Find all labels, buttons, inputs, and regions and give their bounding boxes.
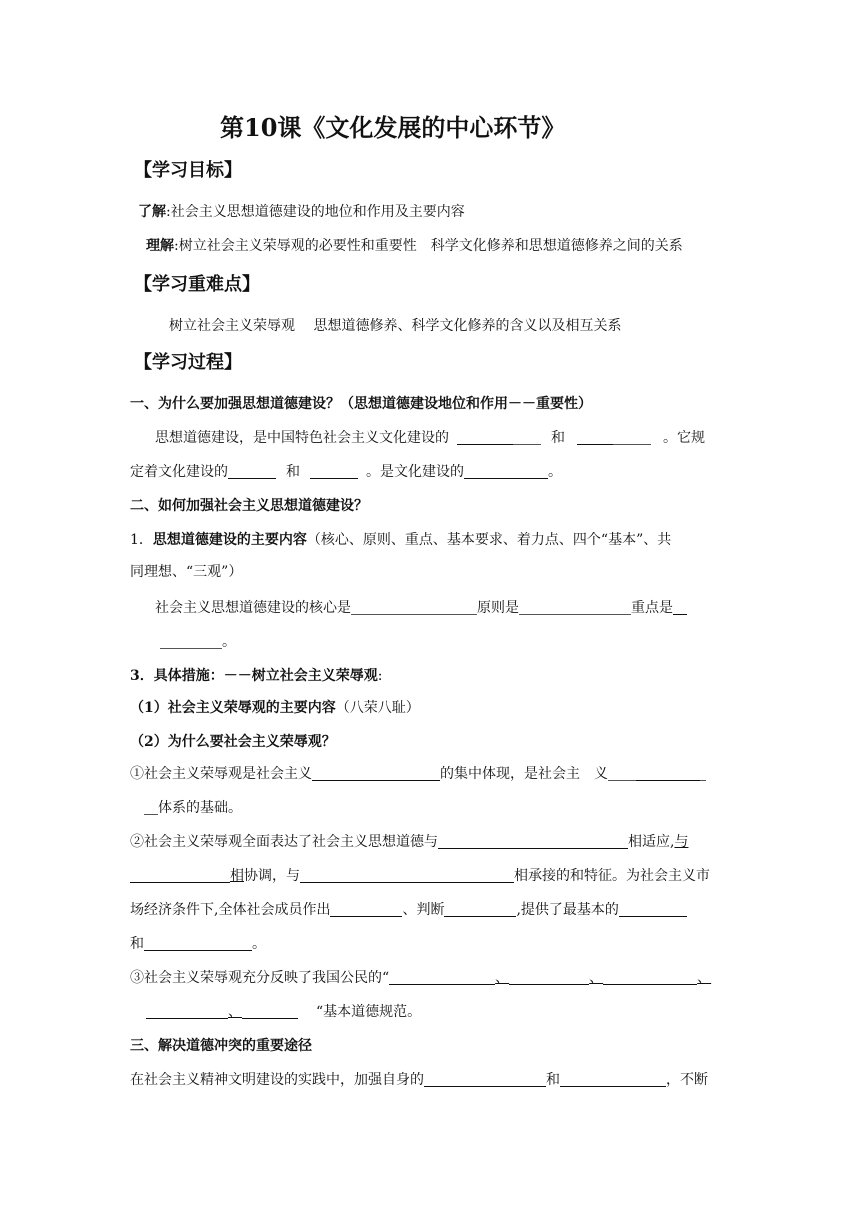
fill-blank[interactable] — [130, 866, 230, 883]
fill-blank[interactable] — [509, 968, 589, 985]
fill-blank[interactable] — [146, 1002, 228, 1019]
fill-blank[interactable] — [619, 900, 687, 917]
fill-blank[interactable] — [608, 764, 636, 781]
section-2-item-1: 1．思想道德建设的主要内容（核心、原则、重点、基本要求、着力点、四个“基本”、共 — [130, 532, 672, 548]
fill-blank[interactable] — [310, 462, 358, 479]
reason-2-line-4: 和 。 — [130, 936, 266, 952]
section-1-para-line-1: 思想道德建设，是中国特色社会主义文化建设的 和 。它规 — [155, 430, 705, 446]
fill-blank[interactable] — [424, 1070, 546, 1087]
section-4-line-1: 在社会主义精神文明建设的实践中，加强自身的 和 ，不断 — [130, 1072, 708, 1088]
fill-blank[interactable] — [351, 598, 477, 615]
goal-understand-label: 了解 — [138, 204, 166, 220]
fill-blank[interactable] — [673, 598, 687, 615]
page-title: 第10课《文化发展的中心环节》 — [220, 113, 566, 142]
fill-blank[interactable] — [144, 934, 252, 951]
fill-blank[interactable] — [312, 764, 440, 781]
fill-blank[interactable] — [160, 632, 222, 649]
reason-1-line-2: 体系的基础。 — [144, 798, 242, 818]
reason-3-line-2: 、 “基本道德规范。 — [146, 1002, 421, 1022]
goal-comprehend-label: 理解 — [146, 238, 174, 254]
fill-blank[interactable] — [603, 968, 697, 985]
fill-blank[interactable] — [513, 428, 541, 445]
reason-2-line-3: 场经济条件下,全体社会成员作出 、判断 ,提供了最基本的 — [130, 900, 687, 920]
section-3-title: 3．具体措施：－－树立社会主义荣辱观: — [130, 668, 383, 684]
reason-2-line-1: ②社会主义荣辱观全面表达了社会主义思想道德与 相适应,与 — [130, 834, 689, 850]
section-2-title: 二、如何加强社会主义思想道德建设？ — [130, 498, 368, 514]
section-3-q1: （1）社会主义荣辱观的主要内容（八荣八耻） — [130, 700, 420, 716]
key-points-text: 树立社会主义荣辱观 思想道德修养、科学文化修养的含义以及相互关系 — [169, 318, 622, 334]
fill-blank[interactable] — [330, 900, 402, 917]
section-1-para-line-2: 定着文化建设的 和 。是文化建设的 。 — [130, 464, 562, 480]
reason-2-line-2: 相协调，与 相承接的和特征。为社会主义市 — [130, 866, 710, 886]
fill-blank[interactable] — [144, 798, 158, 815]
fill-blank[interactable] — [242, 1002, 298, 1019]
fill-blank[interactable] — [613, 428, 651, 445]
section-2-core-line: 社会主义思想道德建设的核心是 原则是 重点是 — [155, 598, 687, 618]
reason-1-line-1: ①社会主义荣辱观是社会主义 的集中体现，是社会主 义 — [130, 764, 706, 784]
fill-blank[interactable] — [700, 764, 706, 781]
fill-blank[interactable] — [560, 1070, 666, 1087]
goal-understand-text: :社会主义思想道德建设的地位和作用及主要内容 — [166, 204, 465, 220]
section-4-title: 三、解决道德冲突的重要途径 — [130, 1038, 312, 1054]
fill-blank[interactable] — [444, 900, 516, 917]
goal-comprehend-text: :树立社会主义荣辱观的必要性和重要性 科学文化修养和思想道德修养之间的关系 — [174, 238, 683, 254]
key-points-heading: 【学习重难点】 — [134, 274, 260, 295]
fill-blank[interactable] — [457, 428, 513, 445]
process-heading: 【学习过程】 — [134, 352, 242, 373]
section-3-q2: （2）为什么要社会主义荣辱观？ — [130, 734, 336, 750]
goal-understand — [138, 202, 465, 222]
fill-blank[interactable] — [389, 968, 495, 985]
fill-blank[interactable] — [519, 598, 631, 615]
fill-blank[interactable] — [577, 428, 613, 445]
goal-comprehend — [146, 236, 683, 256]
goals-heading: 【学习目标】 — [134, 160, 242, 181]
fill-blank[interactable] — [228, 462, 276, 479]
fill-blank[interactable] — [300, 866, 514, 883]
fill-blank[interactable] — [636, 764, 700, 781]
fill-blank[interactable] — [438, 832, 628, 849]
section-1-title: 一、为什么要加强思想道德建设？（思想道德建设地位和作用－－重要性） — [130, 396, 592, 412]
section-2-core-line-cont: 。 — [160, 632, 236, 652]
fill-blank[interactable] — [464, 462, 548, 479]
reason-3-line-1: ③社会主义荣辱观充分反映了我国公民的“ 、 、 、 — [130, 970, 712, 986]
section-2-item-1-cont: 同理想、“三观”） — [130, 564, 243, 580]
